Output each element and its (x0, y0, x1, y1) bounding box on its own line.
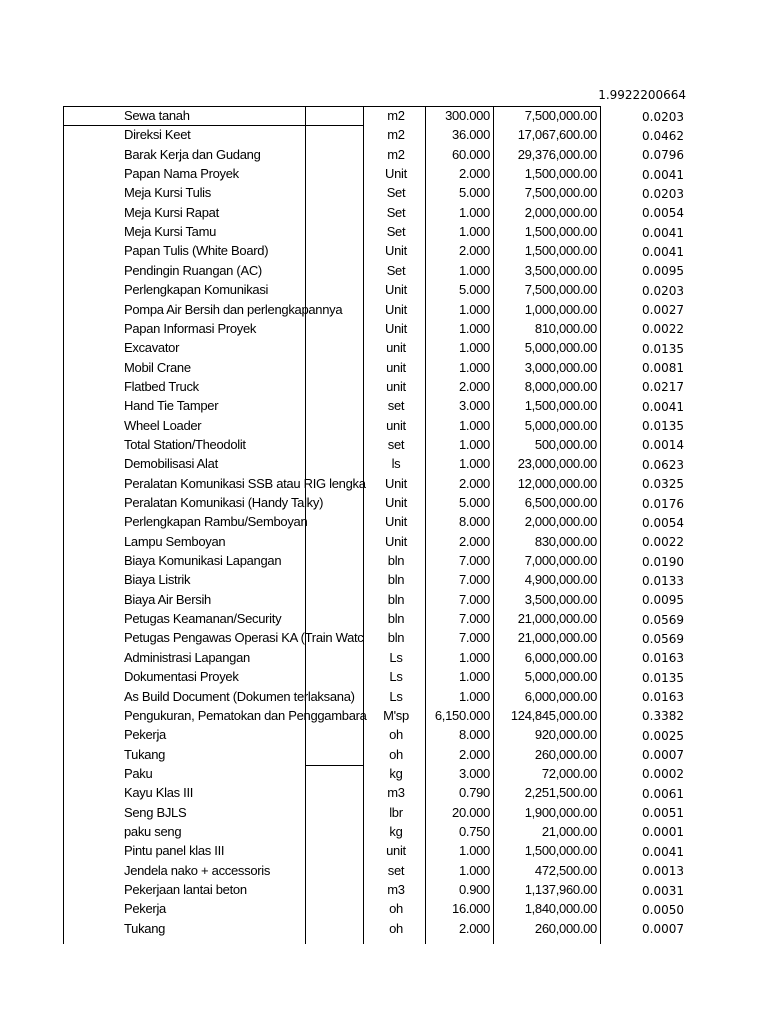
item-quantity: 7.000 (458, 630, 490, 646)
item-unit: Unit (385, 243, 407, 259)
item-unit: set (387, 436, 405, 452)
item-weight: 0.0203 (642, 283, 684, 298)
item-unit: m2 (387, 146, 405, 162)
item-quantity: 2.000 (458, 166, 490, 182)
item-quantity: 2.000 (458, 378, 490, 394)
item-unit: Ls (389, 688, 403, 704)
item-price: 7,000,000.00 (524, 553, 597, 569)
item-quantity: 20.000 (452, 804, 490, 820)
item-quantity: 0.750 (458, 823, 490, 839)
item-name: Tukang (124, 746, 166, 762)
item-price: 472,500.00 (534, 862, 597, 878)
item-weight: 0.0095 (642, 593, 684, 608)
item-quantity: 36.000 (452, 127, 490, 143)
row-divider (63, 125, 363, 126)
item-name: Petugas Pengawas Operasi KA (Train Watc (124, 630, 364, 646)
item-unit: lbr (389, 804, 403, 820)
item-weight: 0.0569 (642, 612, 684, 627)
item-name: Biaya Listrik (124, 572, 191, 588)
item-price: 124,845,000.00 (510, 707, 597, 723)
item-weight: 0.0013 (642, 864, 684, 879)
item-weight: 0.0135 (642, 341, 684, 356)
item-name: Meja Kursi Tamu (124, 224, 217, 240)
item-price: 2,000,000.00 (524, 514, 597, 530)
item-quantity: 2.000 (458, 243, 490, 259)
item-price: 12,000,000.00 (517, 475, 597, 491)
item-weight: 0.0325 (642, 477, 684, 492)
item-weight: 0.0054 (642, 515, 684, 530)
item-weight: 0.0022 (642, 322, 684, 337)
item-unit: oh (389, 746, 403, 762)
item-name: Barak Kerja dan Gudang (124, 146, 261, 162)
item-unit: Unit (385, 166, 407, 182)
item-name: Papan Nama Proyek (124, 166, 239, 182)
item-price: 2,251,500.00 (524, 785, 597, 801)
item-price: 1,500,000.00 (524, 398, 597, 414)
item-quantity: 1.000 (458, 262, 490, 278)
item-quantity: 300.000 (445, 108, 490, 123)
item-price: 17,067,600.00 (517, 127, 597, 143)
item-weight: 0.3382 (642, 709, 684, 724)
item-weight: 0.0203 (642, 186, 684, 201)
item-quantity: 8.000 (458, 727, 490, 743)
item-price: 21,000,000.00 (517, 630, 597, 646)
item-price: 830,000.00 (534, 533, 597, 549)
item-unit: bln (387, 630, 405, 646)
item-quantity: 7.000 (458, 572, 490, 588)
item-name: Peralatan Komunikasi (Handy Talky) (124, 495, 324, 510)
item-quantity: 3.000 (458, 765, 490, 781)
item-quantity: 60.000 (452, 146, 490, 162)
item-price: 260,000.00 (534, 920, 597, 936)
item-name: Jendela nako + accessoris (124, 862, 271, 878)
item-quantity: 1.000 (458, 359, 490, 375)
item-quantity: 1.000 (458, 843, 490, 859)
item-weight: 0.0041 (642, 399, 684, 414)
item-quantity: 3.000 (458, 398, 490, 414)
item-price: 6,000,000.00 (524, 649, 597, 665)
item-price: 3,500,000.00 (524, 262, 597, 278)
item-weight: 0.0007 (642, 922, 684, 937)
item-quantity: 6,150.000 (434, 707, 490, 723)
item-quantity: 16.000 (452, 901, 490, 917)
item-quantity: 7.000 (458, 553, 490, 569)
item-weight: 0.0796 (642, 148, 684, 163)
item-name: Demobilisasi Alat (124, 456, 218, 472)
item-unit: kg (389, 765, 403, 781)
item-price: 3,500,000.00 (524, 591, 597, 607)
item-name: paku seng (124, 823, 182, 839)
item-name: Perlengkapan Komunikasi (124, 282, 269, 298)
item-price: 7,500,000.00 (524, 108, 597, 123)
item-quantity: 1.000 (458, 649, 490, 665)
item-name: Perlengkapan Rambu/Semboyan (124, 514, 308, 530)
item-weight: 0.0022 (642, 535, 684, 550)
item-price: 810,000.00 (534, 320, 597, 336)
item-unit: set (387, 862, 405, 878)
item-unit: m3 (387, 785, 405, 801)
item-weight: 0.0041 (642, 167, 684, 182)
item-unit: set (387, 398, 405, 414)
item-quantity: 1.000 (458, 862, 490, 878)
item-quantity: 1.000 (458, 436, 490, 452)
item-unit: Unit (385, 514, 407, 530)
item-unit: Ls (389, 649, 403, 665)
column-divider (600, 106, 601, 944)
item-weight: 0.0050 (642, 902, 684, 917)
item-name: Meja Kursi Tulis (124, 185, 211, 201)
item-unit: Set (386, 185, 406, 201)
item-name: Meja Kursi Rapat (124, 204, 219, 220)
item-price: 1,840,000.00 (524, 901, 597, 917)
item-unit: Unit (385, 320, 407, 336)
item-price: 5,000,000.00 (524, 417, 597, 433)
item-price: 5,000,000.00 (524, 669, 597, 685)
item-weight: 0.0095 (642, 264, 684, 279)
item-weight: 0.0133 (642, 573, 684, 588)
item-name: Lampu Semboyan (124, 533, 226, 549)
item-weight: 0.0041 (642, 244, 684, 259)
item-name: Petugas Keamanan/Security (124, 611, 282, 627)
item-weight: 0.0176 (642, 496, 684, 511)
item-name: Wheel Loader (124, 417, 202, 433)
item-unit: bln (387, 611, 405, 627)
item-name: Pengukuran, Pematokan dan Penggambara (124, 707, 367, 723)
item-unit: Unit (385, 301, 407, 317)
item-weight: 0.0217 (642, 380, 684, 395)
item-quantity: 2.000 (458, 746, 490, 762)
item-name: Pekerja (124, 901, 166, 917)
item-unit: Set (386, 204, 406, 220)
item-weight: 0.0054 (642, 206, 684, 221)
item-name: Excavator (124, 340, 180, 356)
item-price: 6,500,000.00 (524, 495, 597, 510)
item-unit: m2 (387, 108, 405, 123)
column-divider (493, 106, 494, 944)
item-weight: 0.0027 (642, 303, 684, 317)
item-name: Pekerja (124, 727, 166, 743)
item-unit: oh (389, 901, 403, 917)
item-name: Pintu panel klas III (124, 843, 225, 859)
item-quantity: 7.000 (458, 611, 490, 627)
item-quantity: 1.000 (458, 224, 490, 240)
item-unit: Unit (385, 533, 407, 549)
item-price: 7,500,000.00 (524, 185, 597, 201)
item-name: Papan Tulis (White Board) (124, 243, 269, 259)
item-weight: 0.0135 (642, 670, 684, 685)
item-quantity: 7.000 (458, 591, 490, 607)
item-name: Seng BJLS (124, 804, 187, 820)
item-price: 21,000,000.00 (517, 611, 597, 627)
item-name: Hand Tie Tamper (124, 398, 219, 414)
item-unit: bln (387, 572, 405, 588)
item-quantity: 1.000 (458, 417, 490, 433)
item-weight: 0.0190 (642, 554, 684, 569)
item-weight: 0.0081 (642, 361, 684, 376)
item-price: 72,000.00 (541, 765, 597, 781)
item-quantity: 0.900 (458, 882, 490, 897)
item-unit: bln (387, 591, 405, 607)
item-name: As Build Document (Dokumen terlaksana) (124, 688, 355, 704)
item-weight: 0.0163 (642, 651, 684, 666)
item-weight: 0.0041 (642, 844, 684, 859)
column-divider (363, 106, 364, 944)
item-unit: unit (386, 359, 406, 375)
item-unit: Set (386, 262, 406, 278)
item-name: Dokumentasi Proyek (124, 669, 239, 685)
item-price: 1,137,960.00 (524, 882, 597, 897)
item-weight: 0.0007 (642, 748, 684, 763)
item-name: Tukang (124, 920, 166, 936)
item-price: 23,000,000.00 (517, 456, 597, 472)
item-weight: 0.0031 (642, 883, 684, 898)
item-price: 1,900,000.00 (524, 804, 597, 820)
item-price: 4,900,000.00 (524, 572, 597, 588)
item-unit: unit (386, 340, 406, 356)
item-weight: 0.0041 (642, 225, 684, 240)
item-quantity: 2.000 (458, 533, 490, 549)
item-unit: unit (386, 417, 406, 433)
item-quantity: 2.000 (458, 920, 490, 936)
item-name: Papan Informasi Proyek (124, 320, 257, 336)
item-name: Biaya Komunikasi Lapangan (124, 553, 282, 569)
item-price: 8,000,000.00 (524, 378, 597, 394)
item-name: Pendingin Ruangan (AC) (124, 262, 262, 278)
item-quantity: 5.000 (458, 185, 490, 201)
item-weight: 0.0569 (642, 631, 684, 646)
item-price: 1,500,000.00 (524, 224, 597, 240)
item-name: Peralatan Komunikasi SSB atau RIG lengka (124, 475, 366, 491)
item-price: 1,500,000.00 (524, 243, 597, 259)
item-weight: 0.0135 (642, 419, 684, 434)
item-quantity: 0.790 (458, 785, 490, 801)
total-weight: 1.9922200664 (598, 88, 686, 102)
item-price: 1,500,000.00 (524, 843, 597, 859)
item-weight: 0.0462 (642, 128, 684, 143)
item-quantity: 5.000 (458, 282, 490, 298)
item-unit: Set (386, 224, 406, 240)
item-price: 29,376,000.00 (517, 146, 597, 162)
item-unit: Ls (389, 669, 403, 685)
item-name: Total Station/Theodolit (124, 436, 246, 452)
item-price: 21,000.00 (541, 823, 597, 839)
item-quantity: 1.000 (458, 669, 490, 685)
item-name: Administrasi Lapangan (124, 649, 250, 665)
item-unit: oh (389, 920, 403, 936)
item-weight: 0.0061 (642, 786, 684, 801)
item-price: 1,500,000.00 (524, 166, 597, 182)
item-weight: 0.0014 (642, 438, 684, 453)
item-name: Paku (124, 765, 153, 781)
item-unit: m3 (387, 882, 405, 897)
item-quantity: 1.000 (458, 456, 490, 472)
item-unit: Unit (385, 282, 407, 298)
item-quantity: 8.000 (458, 514, 490, 530)
item-quantity: 5.000 (458, 495, 490, 510)
item-quantity: 2.000 (458, 475, 490, 491)
item-unit: M'sp (383, 707, 409, 723)
item-weight: 0.0163 (642, 690, 684, 704)
item-name: Mobil Crane (124, 359, 191, 375)
item-name: Flatbed Truck (124, 378, 199, 394)
item-unit: Unit (385, 475, 407, 491)
item-unit: bln (387, 553, 405, 569)
item-name: Kayu Klas III (124, 785, 194, 801)
group-divider (305, 765, 363, 766)
item-weight: 0.0623 (642, 457, 684, 472)
item-quantity: 1.000 (458, 340, 490, 356)
item-quantity: 1.000 (458, 301, 490, 317)
item-weight: 0.0025 (642, 728, 684, 743)
item-unit: unit (386, 378, 406, 394)
item-weight: 0.0002 (642, 767, 684, 782)
item-name: Biaya Air Bersih (124, 591, 211, 607)
item-quantity: 1.000 (458, 688, 490, 704)
item-price: 920,000.00 (534, 727, 597, 743)
item-unit: Unit (385, 495, 407, 510)
item-price: 260,000.00 (534, 746, 597, 762)
item-quantity: 1.000 (458, 320, 490, 336)
item-unit: kg (389, 823, 403, 839)
item-name: Direksi Keet (124, 127, 191, 143)
item-price: 3,000,000.00 (524, 359, 597, 375)
item-unit: m2 (387, 127, 405, 143)
item-name: Pompa Air Bersih dan perlengkapannya (124, 301, 343, 317)
item-price: 2,000,000.00 (524, 204, 597, 220)
item-unit: unit (386, 843, 406, 859)
item-weight: 0.0001 (642, 825, 684, 840)
item-name: Sewa tanah (124, 108, 190, 123)
item-unit: oh (389, 727, 403, 743)
item-weight: 0.0203 (642, 109, 684, 124)
item-unit: ls (391, 456, 401, 472)
item-name: Pekerjaan lantai beton (124, 882, 247, 897)
left-border (63, 106, 64, 944)
item-price: 500,000.00 (534, 436, 597, 452)
item-price: 5,000,000.00 (524, 340, 597, 356)
item-quantity: 1.000 (458, 204, 490, 220)
item-price: 7,500,000.00 (524, 282, 597, 298)
item-price: 6,000,000.00 (524, 688, 597, 704)
item-weight: 0.0051 (642, 806, 684, 821)
item-price: 1,000,000.00 (524, 301, 597, 317)
